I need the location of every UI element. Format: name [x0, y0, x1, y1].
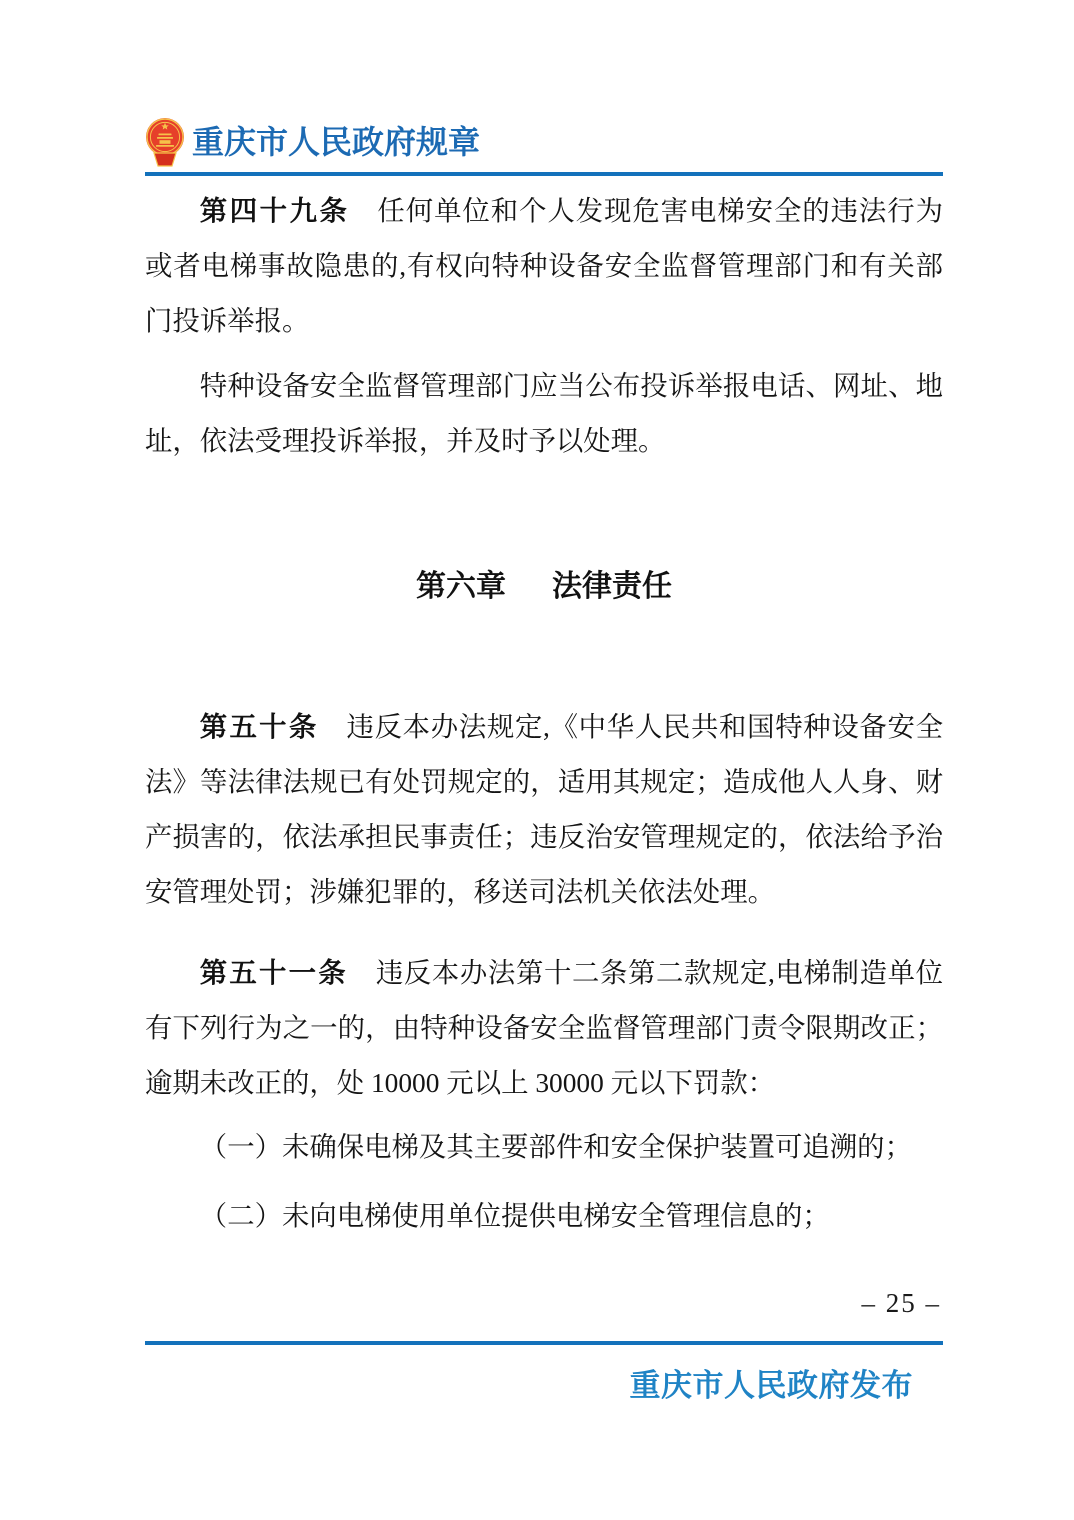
footer-divider-line	[145, 1341, 943, 1345]
document-body	[145, 183, 943, 1244]
national-emblem-icon	[145, 116, 185, 168]
chapter-title: 法律责任	[552, 570, 672, 603]
article-49-label: 第四十九条	[199, 195, 350, 226]
article-50-text: 违反本办法规定,《中华人民共和国特种设备安全法》等法律法规已有处罚规定的，适用其规定；造成他人人身、财产损害的，依法承担民事责任；违反治安管理规定的，依法给予治安管理处罚；涉嫌犯罪的，移送司法机关依法处理。	[145, 712, 943, 907]
article-51-label: 第五十一条	[199, 957, 348, 988]
article-51-item-2-text: （二）未向电梯使用单位提供电梯安全管理信息的；	[199, 1201, 830, 1231]
article-51-item-2	[145, 1189, 943, 1244]
article-51-item-1	[145, 1120, 943, 1175]
complaint-channel-paragraph	[145, 359, 943, 469]
article-50-paragraph	[145, 699, 943, 920]
chapter-number: 第六章	[416, 570, 506, 603]
article-51-text: 违反本办法第十二条第二款规定,电梯制造单位有下列行为之一的，由特种设备安全监督管理部门责令限期改正；逾期未改正的，处 10000 元以上 30000 元以下罚款：	[145, 958, 943, 1098]
article-50-label: 第五十条	[199, 711, 319, 742]
document-header	[145, 116, 943, 176]
chapter-heading	[145, 566, 943, 608]
article-49-paragraph	[145, 183, 943, 349]
document-footer	[145, 1283, 943, 1404]
document-type-title: 重庆市人民政府规章	[192, 124, 481, 160]
page-number: – 25 –	[861, 1288, 941, 1318]
article-51-item-1-text: （一）未确保电梯及其主要部件和安全保护装置可追溯的；	[199, 1132, 912, 1162]
article-49-text: 任何单位和个人发现危害电梯安全的违法行为或者电梯事故隐患的,有权向特种设备安全监督管理部门和有关部门投诉举报。	[145, 196, 943, 336]
article-51-paragraph	[145, 945, 943, 1111]
complaint-channel-text: 特种设备安全监督管理部门应当公布投诉举报电话、网址、地址，依法受理投诉举报，并及时予以处理。	[145, 371, 943, 456]
publisher-label: 重庆市人民政府发布	[629, 1368, 913, 1403]
